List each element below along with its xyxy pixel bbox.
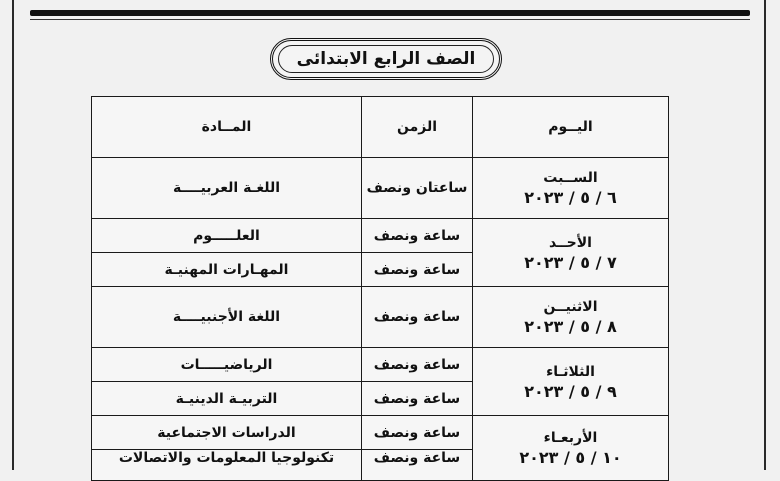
page-border-left xyxy=(12,0,14,470)
day-name: الأحــد xyxy=(549,234,592,251)
time-cell: ساعة ونصف xyxy=(362,253,473,287)
time-cell: ساعتان ونصف xyxy=(362,158,473,219)
subject-cell: الرياضيـــــات xyxy=(92,348,362,382)
time-cell: ساعة ونصف xyxy=(362,287,473,348)
day-date: ٦ / ٥ / ٢٠٢٣ xyxy=(524,188,617,207)
day-date: ٨ / ٥ / ٢٠٢٣ xyxy=(524,317,617,336)
day-cell xyxy=(473,158,669,219)
table-row xyxy=(92,416,669,450)
subject-cell: المهـارات المهنيـة xyxy=(92,253,362,287)
table-row xyxy=(92,287,669,348)
exam-schedule-table xyxy=(91,96,669,481)
subject-cell: التربيـة الدينيـة xyxy=(92,382,362,416)
time-cell: ساعة ونصف xyxy=(362,382,473,416)
header-subject: المــادة xyxy=(92,97,362,158)
time-cell: ساعة ونصف xyxy=(362,219,473,253)
subject-cell: تكنولوجيا المعلومات والاتصالات xyxy=(92,450,362,481)
table-row xyxy=(92,219,669,253)
day-date: ٩ / ٥ / ٢٠٢٣ xyxy=(524,381,617,401)
day-name: الأربعـاء xyxy=(543,430,598,446)
day-cell xyxy=(473,287,669,348)
subject-cell: الدراسات الاجتماعية xyxy=(92,416,362,450)
day-cell xyxy=(473,416,669,481)
grade-title-box xyxy=(270,38,502,80)
subject-cell: العلـــــوم xyxy=(92,219,362,253)
day-date: ٧ / ٥ / ٢٠٢٣ xyxy=(524,252,617,272)
time-cell: ساعة ونصف xyxy=(362,416,473,450)
grade-title-inner-border xyxy=(278,45,494,73)
day-name: الاثنيــن xyxy=(543,299,598,315)
top-rule-thin xyxy=(30,19,750,20)
grade-title: الصف الرابع الابتدائى xyxy=(296,49,476,69)
table-row xyxy=(92,348,669,382)
day-cell xyxy=(473,348,669,416)
header-time: الزمن xyxy=(362,97,473,158)
day-date: ١٠ / ٥ / ٢٠٢٣ xyxy=(519,448,622,467)
day-name: الثلاثـاء xyxy=(546,363,595,380)
header-day: اليــوم xyxy=(473,97,669,158)
day-cell xyxy=(473,219,669,287)
header-row xyxy=(92,97,669,158)
subject-cell: اللغـة العربيــــة xyxy=(92,158,362,219)
time-cell: ساعة ونصف xyxy=(362,348,473,382)
subject-cell: اللغة الأجنبيــــة xyxy=(92,287,362,348)
time-cell: ساعة ونصف xyxy=(362,450,473,481)
page-border-right xyxy=(764,0,766,470)
day-name: الســبت xyxy=(543,170,598,186)
top-rule xyxy=(30,10,750,16)
table-row xyxy=(92,158,669,219)
